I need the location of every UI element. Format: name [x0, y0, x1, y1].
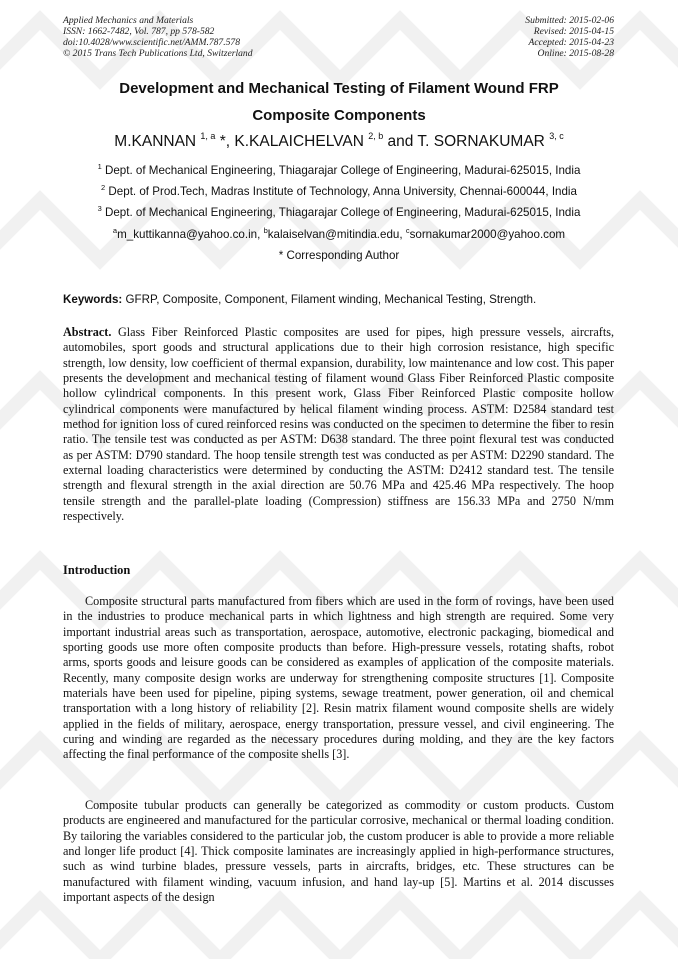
email-list: [40, 228, 638, 242]
corresponding-author-note: * Corresponding Author: [278, 249, 400, 262]
affiliation-text: Dept. of Prod.Tech, Madras Institute of Technology, Anna University, Chennai-600044, India: [105, 185, 577, 198]
revised-date: Revised: 2015-04-15: [533, 26, 614, 37]
email-c: sornakumar2000@yahoo.com: [409, 228, 566, 241]
accepted-date: Accepted: 2015-04-23: [528, 37, 614, 48]
author-2: K.KALAICHELVAN: [234, 133, 369, 150]
submitted-date: Submitted: 2015-02-06: [525, 15, 614, 26]
email-a: m_kuttikanna@yahoo.co.in,: [117, 228, 264, 241]
email-b-mark: b: [263, 226, 268, 235]
affiliation-text: Dept. of Mechanical Engineering, Thiagarajar College of Engineering, Madurai-625015, India: [101, 206, 581, 219]
watermark-zigzag: [0, 900, 678, 959]
email-a-mark: a: [112, 226, 118, 235]
affiliation-2: [40, 185, 638, 199]
publication-dates: [525, 15, 614, 59]
affiliation-number: 3: [97, 204, 102, 213]
paper-title-line-1: Development and Mechanical Testing of Filament Wound FRP: [119, 80, 559, 97]
introduction-paragraph-2: Composite tubular products can generally be categorized as commodity or custom products. Custom products are engineered and manufactured for the particular corrosive, mechanical or thermal loading condition. By tailoring the variables considered to the particular job, the custom producer is able to provide a more reliable and longer life product [4]. Thick composite laminates are increasingly applied in high-performance structures, such as wind turbine blades, pressure vessels, parts in aircrafts, bridges, etc. These structures can be manufactured with filament winding, vacuum infusion, and hand lay-up [5]. Martins et al. 2014 discusses important aspects of the design: [63, 798, 614, 905]
affiliation-number: 2: [101, 183, 106, 192]
journal-info: [63, 15, 253, 59]
author-2-affiliation: 2, b: [368, 131, 384, 141]
email-b: kalaiselvan@mitindia.edu,: [267, 228, 406, 241]
author-1: M.KANNAN: [114, 133, 201, 150]
online-date: Online: 2015-08-28: [537, 48, 614, 59]
paper-title-line-2: Composite Components: [252, 107, 426, 124]
keywords-text: GFRP, Composite, Component, Filament winding, Mechanical Testing, Strength.: [122, 293, 537, 306]
abstract-label: Abstract.: [63, 325, 112, 339]
email-c-mark: c: [405, 226, 410, 235]
author-list: [40, 133, 638, 151]
author-1-affiliation: 1, a: [200, 131, 216, 141]
affiliation-text: Dept. of Mechanical Engineering, Thiagarajar College of Engineering, Madurai-625015, India: [101, 164, 581, 177]
abstract: [63, 325, 614, 524]
abstract-text: Glass Fiber Reinforced Plastic composites are used for pipes, high pressure vessels, aircrafts, automobiles, sport goods and structural applications due to their high corrosion resistance, high specific strength, low density, low coefficient of thermal expansion, durability, low maintenance and low cost. This paper presents the development and mechanical testing of filament wound Glass Fiber Reinforced Plastic composite hollow cylindrical components. In this present work, Glass Fiber Reinforced Plastic composite hollow cylindrical components were manufactured by helical filament winding process. ASTM: D2584 standard test method for ignition loss of cured reinforced resins was conducted on the specimen to determine the fiber to resin ratio. The tensile test was conducted as per ASTM: D638 standard. The three point flexural test was conducted as per ASTM: D790 standard. The hoop tensile strength test was conducted as per ASTM: D2290 standard. The external loading characteristics were determined by conducting the ASTM: D2412 standard test. The tensile strength and flexural strength in the axial direction are 50.76 MPa and 425.46 MPa respectively. The hoop tensile strength and the parallel-plate loading (Compression) stiffness are 156.33 MPa and 2750 N/mm respectively.: [63, 325, 614, 524]
corresponding-mark: *,: [215, 133, 235, 150]
introduction-paragraph-1: Composite structural parts manufactured from fibers which are used in the form of rovings, have been used in the industries to produce mechanical parts in which lightness and high strength are required. Some very important industrial areas such as transportation, aerospace, automotive, electronic packaging, biomedical and sporting goods use more often composite products than before. High-pressure vessels, rotating shafts, robot arms, sports goods and leisure goods can be considered as examples of application of the composite materials. Recently, many composite design works are underway for strengthening composite structures [1]. Composite materials have been used for pipeline, piping systems, sewage treatment, power generation, oil and chemical transportation with a long history of reliability [2]. Resin matrix filament wound composite shells are widely applied in the fields of military, aerospace, energy transportation, pressure vessel, and civil engineering. The curing and winding are regarded as the necessary procedures during molding, and they are the key factors affecting the final performance of the composite shells [3].: [63, 594, 614, 762]
affiliation-number: 1: [97, 162, 102, 171]
keywords-label: Keywords:: [63, 293, 123, 306]
journal-issn: ISSN: 1662-7482, Vol. 787, pp 578-582: [63, 26, 215, 37]
author-3-affiliation: 3, c: [549, 131, 564, 141]
keywords: [63, 293, 536, 307]
introduction-heading: Introduction: [63, 563, 131, 577]
journal-name: Applied Mechanics and Materials: [63, 15, 194, 26]
author-3: and T. SORNAKUMAR: [383, 133, 550, 150]
journal-copyright: © 2015 Trans Tech Publications Ltd, Switzerland: [63, 48, 253, 59]
journal-doi: doi:10.4028/www.scientific.net/AMM.787.578: [63, 37, 241, 48]
affiliation-3: [40, 206, 638, 220]
affiliation-1: [40, 164, 638, 178]
